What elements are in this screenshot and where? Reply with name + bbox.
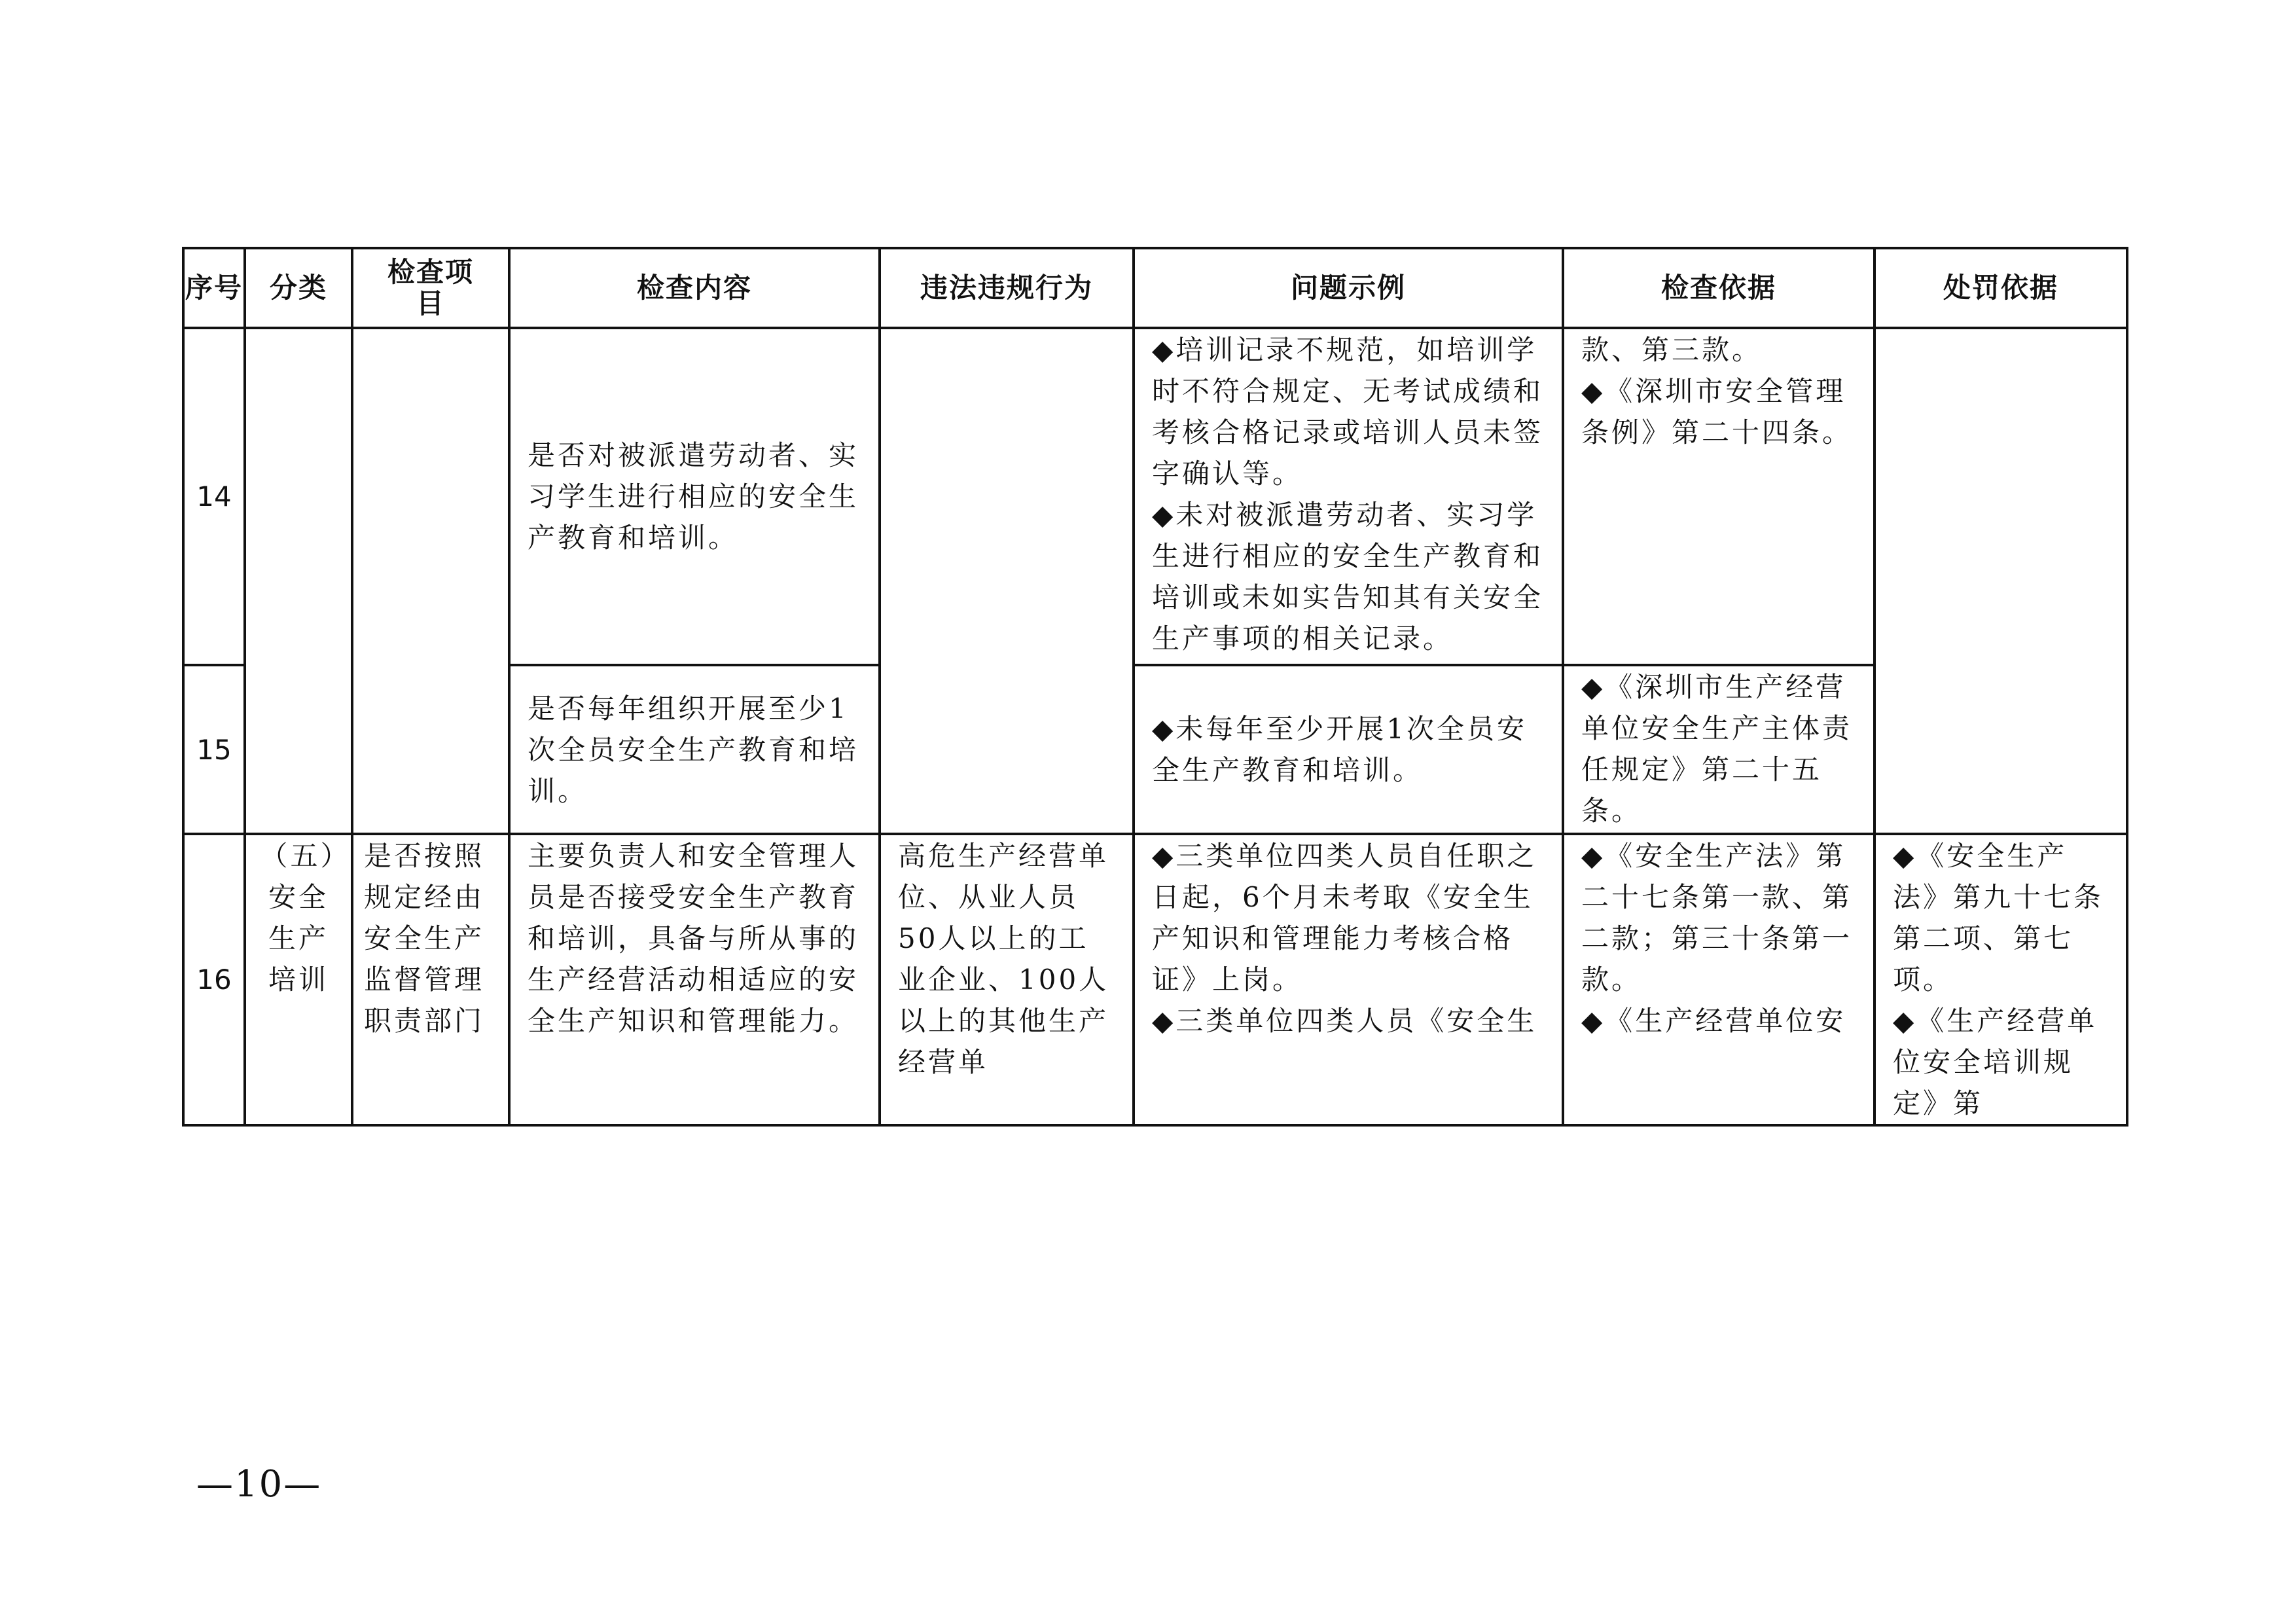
- header-content: 检查内容: [509, 248, 880, 328]
- header-category: 分类: [245, 248, 352, 328]
- row15-example-1: ◆未每年至少开展1次全员安全生产教育和培训。: [1152, 713, 1528, 786]
- row14-content: 是否对被派遣劳动者、实习学生进行相应的安全生产教育和培训。: [509, 328, 880, 665]
- row16-example-2: ◆三类单位四类人员《安全生: [1152, 1005, 1537, 1037]
- inspection-table: [182, 247, 2128, 1127]
- row16-basis-1: ◆《安全生产法》第二十七条第一款、第二款；第三十条第一款。: [1581, 840, 1853, 996]
- row16-seq: 16: [183, 834, 245, 1125]
- header-violation: 违法违规行为: [880, 248, 1134, 328]
- row14-example-1: ◆培训记录不规范，如培训学时不符合规定、无考试成绩和考核合格记录或培训人员未签字确认等。: [1152, 334, 1544, 490]
- row14-violation: [880, 328, 1134, 834]
- row15-basis-1: ◆《深圳市生产经营单位安全生产主体责任规定》第二十五条。: [1581, 671, 1853, 827]
- row14-penalty: [1874, 328, 2127, 834]
- header-item: 检查项目: [352, 248, 509, 328]
- row14-item: [352, 328, 509, 834]
- row16-penalty-2: ◆《生产经营单位安全培训规定》第: [1893, 1005, 2098, 1119]
- row14-examples: [1134, 328, 1563, 665]
- row14-basis-2: ◆《深圳市安全管理条例》第二十四条。: [1581, 375, 1853, 448]
- page-number: —10—: [196, 1463, 322, 1506]
- table-row-16: [183, 834, 2127, 1125]
- row15-seq: 15: [183, 665, 245, 834]
- row16-basis-2: ◆《生产经营单位安: [1581, 1005, 1846, 1037]
- header-seq: 序号: [183, 248, 245, 328]
- header-penalty: 处罚依据: [1874, 248, 2127, 328]
- row16-violation: 高危生产经营单位、从业人员50人以上的工业企业、100人以上的其他生产经营单: [880, 834, 1134, 1125]
- row14-example-2: ◆未对被派遣劳动者、实习学生进行相应的安全生产教育和培训或未如实告知其有关安全生产事项的相关记录。: [1152, 499, 1544, 655]
- row16-penalty: [1874, 834, 2127, 1125]
- row16-penalty-1: ◆《安全生产法》第九十七条第二项、第七项。: [1893, 840, 2104, 996]
- row14-basis-1: 款、第三款。: [1581, 334, 1763, 366]
- header-examples: 问题示例: [1134, 248, 1563, 328]
- header-basis: 检查依据: [1563, 248, 1874, 328]
- table-row-14: [183, 328, 2127, 665]
- row16-content: 主要负责人和安全管理人员是否接受安全生产教育和培训，具备与所从事的生产经营活动相适应的安全生产知识和管理能力。: [509, 834, 880, 1125]
- header-row: [183, 248, 2127, 328]
- row15-basis: [1563, 665, 1874, 834]
- row14-seq: 14: [183, 328, 245, 665]
- row14-category: [245, 328, 352, 834]
- row15-content: 是否每年组织开展至少1次全员安全生产教育和培训。: [509, 665, 880, 834]
- row16-example-1: ◆三类单位四类人员自任职之日起，6个月未考取《安全生产知识和管理能力考核合格证》上岗。: [1152, 840, 1537, 996]
- row16-examples: [1134, 834, 1563, 1125]
- row14-basis: [1563, 328, 1874, 665]
- row16-basis: [1563, 834, 1874, 1125]
- row15-examples: [1134, 665, 1563, 834]
- row16-category: （五）安全生产培训: [245, 834, 352, 1125]
- row16-item: 是否按照规定经由安全生产监督管理职责部门: [352, 834, 509, 1125]
